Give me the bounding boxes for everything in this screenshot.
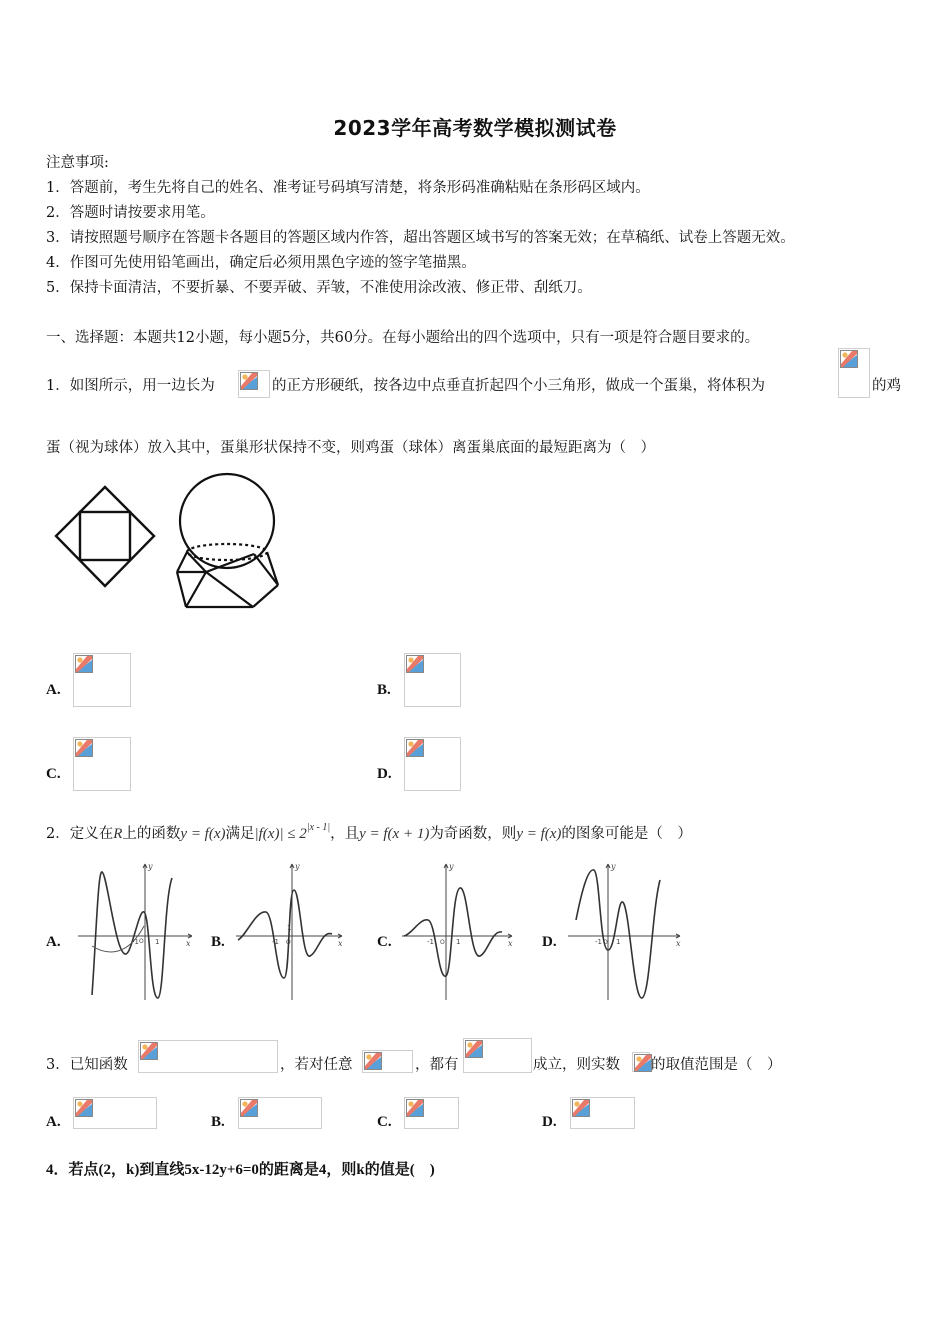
q1-option-a-label: A. [46,682,61,698]
y-axis-label: y [148,862,153,871]
tick-neg1: -1 [595,938,602,946]
q1-text-part2: 的正方形硬纸，按各边中点垂直折起四个小三角形，做成一个蛋巢，将体积为 [272,378,765,394]
q1-text-line2: 蛋（视为球体）放入其中，蛋巢形状保持不变，则鸡蛋（球体）离蛋巢底面的最短距离为（ ） [46,440,655,456]
x-axis-label: x [186,939,191,948]
formula-image-placeholder [463,1038,532,1073]
broken-image-icon [406,739,424,757]
tick-1: 1 [456,938,461,946]
math-function: y = f(x + 1) [359,826,430,842]
section-heading: 一、选择题：本题共12小题，每小题5分，共60分。在每小题给出的四个选项中，只有一项是符合题目要求的。 [46,330,760,346]
q4-text: 4．若点(2，k)到直线5x-12y+6=0的距离是4，则k的值是( ) [46,1162,435,1178]
egg-nest-figure [46,472,286,622]
math-function: y = f(x) [516,826,562,842]
q3-option-d-image [570,1097,635,1129]
notice-item: 1．答题前，考生先将自己的姓名、准考证号码填写清楚，将条形码准确粘贴在条形码区域内。 [46,180,650,196]
q1-option-c-image [73,737,131,791]
q3-option-b-image [238,1097,322,1129]
broken-image-icon [140,1042,158,1060]
q1-text-part1: 1．如图所示，用一边长为 [46,378,215,394]
q2-text: 2．定义在 [46,826,114,842]
origin-label: O [139,938,144,945]
q3-text-part4: 成立，则实数 [533,1057,620,1073]
q1-text-part3: 的鸡 [872,378,901,394]
q3-text-part2: ，若对任意 [280,1057,353,1073]
formula-image-placeholder [238,370,270,398]
q3-option-c-label: C. [377,1114,392,1130]
q2-option-d-label: D. [542,934,557,950]
tick-1: 1 [287,924,292,932]
math-R: R [113,826,123,842]
q3-option-d-label: D. [542,1114,557,1130]
broken-image-icon [75,1099,93,1117]
q3-option-a-label: A. [46,1114,61,1130]
q1-option-d-image [404,737,461,791]
notice-item: 2．答题时请按要求用笔。 [46,205,215,221]
tick-1: 1 [155,938,160,946]
q3-text-part5: 的取值范围是（ ） [651,1057,782,1073]
broken-image-icon [75,655,93,673]
tick-1: 1 [616,938,621,946]
q2-option-b-label: B. [211,934,225,950]
broken-image-icon [634,1054,652,1072]
y-axis-label: y [295,862,300,871]
q1-option-d-label: D. [377,766,392,782]
q2-text: 上的函数 [122,826,181,842]
q1-option-b-label: B. [377,682,391,698]
tick-neg1: -1 [272,938,279,946]
formula-image-placeholder [138,1040,278,1073]
q3-option-b-label: B. [211,1114,225,1130]
graph-option-d [568,860,688,1002]
notice-heading: 注意事项: [46,155,109,171]
egg-in-nest-diagram [177,474,278,607]
folded-square-diagram [56,487,154,586]
broken-image-icon [240,372,258,390]
q2-option-c-label: C. [377,934,392,950]
tick-neg1: -1 [427,938,434,946]
tick-neg1: -1 [132,938,139,946]
q3-option-c-image [404,1097,459,1129]
y-axis-label: y [611,862,616,871]
q2-text: 为奇函数，则 [429,826,517,842]
graph-option-c [402,860,522,1002]
curve-b [238,890,332,978]
page-title: 2023学年高考数学模拟测试卷 [333,116,617,140]
origin-label: O [440,939,445,946]
q3-text-part3: ，都有 [415,1057,459,1073]
formula-image-placeholder [362,1050,413,1073]
formula-image-placeholder [632,1052,650,1072]
broken-image-icon [240,1099,258,1117]
q3-text-part1: 3．已知函数 [46,1057,128,1073]
graph-option-a [78,860,198,1002]
curve-a [92,872,172,998]
broken-image-icon [406,655,424,673]
broken-image-icon [572,1099,590,1117]
x-axis-label: x [338,939,343,948]
notice-item: 4．作图可先使用铅笔画出，确定后必须用黑色字迹的签字笔描黑。 [46,255,476,271]
curve-c [404,888,502,976]
formula-image-placeholder [838,348,870,398]
notice-item: 3．请按照题号顺序在答题卡各题目的答题区域内作答，超出答题区域书写的答案无效；在草稿纸、试卷上答题无效。 [46,230,795,246]
x-axis-label: x [508,939,513,948]
broken-image-icon [75,739,93,757]
q3-option-a-image [73,1097,157,1129]
q1-option-b-image [404,653,461,707]
math-function: y = f(x) [180,826,226,842]
q2-option-a-label: A. [46,934,61,950]
broken-image-icon [465,1040,483,1058]
notice-item: 5．保持卡面清洁，不要折暴、不要弄破、弄皱，不准使用涂改液、修正带、刮纸刀。 [46,280,592,296]
x-axis-label: x [676,939,681,948]
math-exponent: |x - 1| [306,822,331,833]
q2-text: 满足 [225,826,255,842]
broken-image-icon [364,1052,382,1070]
q1-option-a-image [73,653,131,707]
q1-option-c-label: C. [46,766,61,782]
broken-image-icon [840,350,858,368]
curve-d [576,870,660,998]
math-inequality: |f(x)| ≤ 2 [254,826,307,842]
graph-option-b [236,860,356,1002]
origin-label: O [603,939,608,946]
q2-text: 的图象可能是（ ） [561,826,692,842]
origin-label: O [286,939,291,946]
q2-text: ，且 [330,826,360,842]
q2-stem [46,824,692,846]
broken-image-icon [406,1099,424,1117]
y-axis-label: y [449,862,454,871]
